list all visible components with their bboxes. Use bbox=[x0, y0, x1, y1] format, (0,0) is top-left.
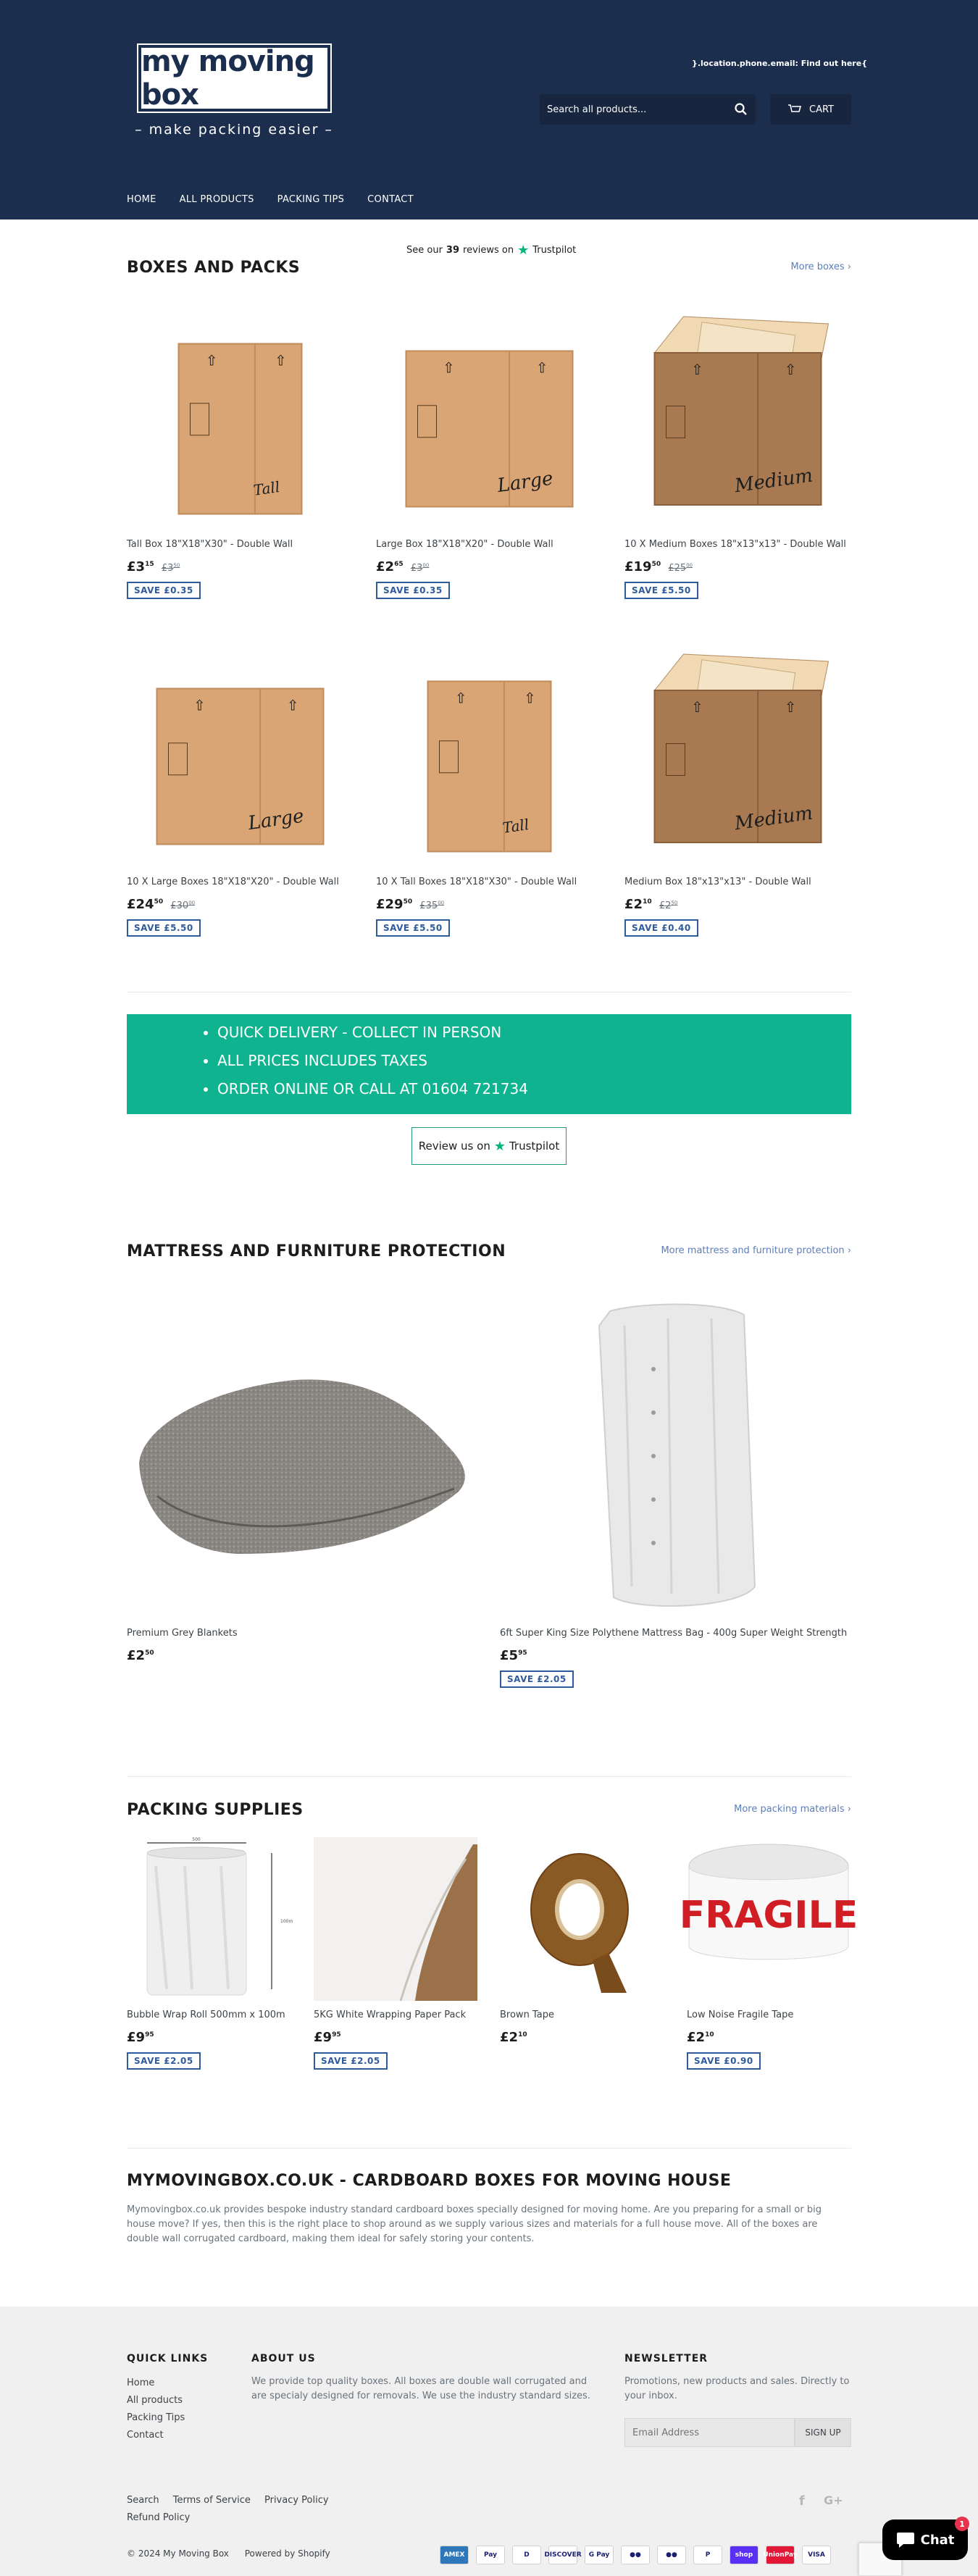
compare-at-price bbox=[659, 900, 677, 911]
svg-text:⇧: ⇧ bbox=[454, 689, 467, 707]
save-badge: SAVE £2.05 bbox=[314, 2052, 388, 2070]
product-card[interactable] bbox=[624, 651, 851, 937]
save-badge: SAVE £0.40 bbox=[624, 919, 698, 937]
product-price bbox=[127, 559, 354, 574]
product-price bbox=[127, 897, 354, 912]
save-badge: SAVE £5.50 bbox=[376, 919, 450, 937]
svg-text:⇧: ⇧ bbox=[784, 698, 797, 716]
compare-at-price bbox=[419, 900, 444, 911]
tp-brand: Trustpilot bbox=[532, 245, 577, 256]
search-input[interactable] bbox=[540, 104, 721, 115]
cardboard-box-image bbox=[624, 651, 851, 868]
product-card[interactable] bbox=[624, 313, 851, 599]
price-sup: 10 bbox=[518, 2031, 527, 2038]
mattress-bag-image bbox=[581, 1297, 769, 1615]
product-image[interactable] bbox=[127, 1837, 291, 2001]
price-sup: 65 bbox=[394, 560, 404, 568]
chat-unread-badge: 1 bbox=[955, 2517, 969, 2531]
svg-text:500: 500 bbox=[192, 1837, 201, 1842]
footer-quick-links bbox=[127, 2353, 235, 2444]
footer-link-packing-tips[interactable]: Packing Tips bbox=[127, 2412, 185, 2423]
product-title[interactable]: 10 X Large Boxes 18"X18"X20" - Double Wall bbox=[127, 877, 339, 887]
product-price bbox=[500, 1648, 850, 1663]
product-title[interactable]: Bubble Wrap Roll 500mm x 100m bbox=[127, 2010, 285, 2020]
payment-icon: DISCOVER bbox=[548, 2546, 577, 2564]
old-price-sup: 50 bbox=[173, 562, 180, 569]
box-size-label: Large bbox=[496, 467, 555, 498]
product-price bbox=[500, 2030, 664, 2045]
product-image[interactable] bbox=[376, 651, 603, 868]
product-title[interactable]: Tall Box 18"X18"X30" - Double Wall bbox=[127, 539, 293, 550]
svg-text:100m: 100m bbox=[280, 1919, 293, 1924]
box-size-label: Medium bbox=[733, 802, 814, 835]
price-main: £3 bbox=[127, 559, 146, 574]
review-text: Review us on bbox=[418, 1139, 490, 1153]
price-sup: 50 bbox=[403, 898, 413, 906]
cardboard-box-image bbox=[127, 651, 354, 868]
compare-at-price bbox=[170, 900, 195, 911]
cardboard-box-image bbox=[624, 313, 851, 530]
svg-text:⇧: ⇧ bbox=[691, 698, 703, 716]
product-title[interactable]: 5KG White Wrapping Paper Pack bbox=[314, 2010, 467, 2020]
product-price bbox=[376, 897, 603, 912]
google-plus-icon[interactable]: G+ bbox=[824, 2493, 843, 2507]
product-title[interactable]: Premium Grey Blankets bbox=[127, 1628, 238, 1639]
nav-home[interactable]: HOME bbox=[127, 194, 156, 205]
product-price bbox=[127, 2030, 291, 2045]
price-main: £9 bbox=[127, 2029, 146, 2045]
site-logo[interactable] bbox=[127, 45, 337, 143]
box-size-label: Large bbox=[246, 805, 306, 835]
tp-count: 39 bbox=[446, 245, 460, 256]
product-title[interactable]: 10 X Tall Boxes 18"X18"X30" - Double Wall bbox=[376, 877, 577, 887]
footer-about-text: We provide top quality boxes. All boxes are double wall corrugated and are specialy designed for removals. We use the industry standard sizes. bbox=[251, 2376, 590, 2401]
price-main: £2 bbox=[127, 1647, 146, 1663]
product-price bbox=[376, 559, 603, 574]
old-price-sup: 00 bbox=[422, 562, 430, 569]
price-main: £19 bbox=[624, 559, 652, 574]
more-boxes-link[interactable]: More boxes › bbox=[790, 262, 851, 272]
site-header bbox=[0, 0, 978, 219]
save-badge: SAVE £5.50 bbox=[127, 919, 201, 937]
product-price bbox=[624, 559, 851, 574]
price-main: £5 bbox=[500, 1647, 519, 1663]
section-title: PACKING SUPPLIES bbox=[127, 1801, 304, 1819]
footer-link-all-products[interactable]: All products bbox=[127, 2395, 183, 2406]
chat-button[interactable] bbox=[882, 2519, 968, 2560]
payment-icon: AMEX bbox=[440, 2546, 469, 2564]
about-title: MYMOVINGBOX.CO.UK - CARDBOARD BOXES FOR MOVING HOUSE bbox=[127, 2172, 732, 2190]
search-icon[interactable] bbox=[734, 102, 748, 117]
promo-item: • ORDER ONLINE OR CALL AT 01604 721734 bbox=[217, 1075, 851, 1103]
footer-about bbox=[251, 2353, 605, 2404]
divider bbox=[127, 2148, 851, 2149]
price-main: £29 bbox=[376, 896, 404, 912]
product-card[interactable] bbox=[679, 1837, 858, 2070]
svg-text:⇧: ⇧ bbox=[535, 359, 548, 377]
footer-heading: ABOUT US bbox=[251, 2353, 316, 2364]
save-badge: SAVE £0.35 bbox=[376, 582, 450, 599]
footer-policy-links bbox=[127, 2492, 417, 2527]
more-packing-link[interactable]: More packing materials › bbox=[734, 1804, 851, 1815]
product-image[interactable] bbox=[500, 1837, 664, 2001]
product-image[interactable] bbox=[500, 1293, 850, 1619]
save-badge: SAVE £0.35 bbox=[127, 582, 201, 599]
trustpilot-star-icon: ★ bbox=[493, 1138, 506, 1154]
review-us-button[interactable] bbox=[411, 1127, 567, 1165]
bubble-wrap-image bbox=[127, 1837, 291, 2001]
product-card[interactable] bbox=[376, 651, 603, 937]
old-price-sup: 50 bbox=[671, 900, 678, 906]
payment-icon: D bbox=[512, 2546, 541, 2564]
save-badge: SAVE £0.90 bbox=[687, 2052, 761, 2070]
payment-icon: VISA bbox=[802, 2546, 831, 2564]
sign-up-button[interactable]: SIGN UP bbox=[795, 2418, 851, 2447]
old-price-main: £25 bbox=[668, 562, 687, 574]
price-main: £2 bbox=[500, 2029, 519, 2045]
footer-copyright-row bbox=[127, 2548, 330, 2559]
old-price-main: £2 bbox=[659, 900, 672, 911]
payment-icon: ●● bbox=[657, 2546, 686, 2564]
product-title[interactable]: 6ft Super King Size Polythene Mattress Bag - 400g Super Weight Strength bbox=[500, 1628, 848, 1639]
product-card[interactable] bbox=[127, 1837, 291, 2070]
trustpilot-widget[interactable] bbox=[406, 243, 576, 258]
packing-section bbox=[127, 1801, 851, 1819]
svg-text:⇧: ⇧ bbox=[443, 359, 455, 377]
product-title[interactable]: 10 X Medium Boxes 18"x13"x13" - Double Wall bbox=[624, 539, 846, 550]
compare-at-price bbox=[668, 563, 693, 574]
payment-icon: P bbox=[693, 2546, 722, 2564]
price-main: £2 bbox=[687, 2029, 706, 2045]
footer-link-home[interactable]: Home bbox=[127, 2378, 155, 2388]
boxes-section bbox=[127, 259, 851, 277]
price-main: £9 bbox=[314, 2029, 333, 2045]
product-card[interactable] bbox=[376, 313, 603, 599]
payment-icon: ●● bbox=[621, 2546, 650, 2564]
product-image[interactable] bbox=[624, 313, 851, 530]
copyright: © 2024 My Moving Box bbox=[127, 2548, 229, 2559]
divider bbox=[127, 1776, 851, 1777]
site-footer bbox=[0, 2307, 978, 2576]
product-price bbox=[624, 897, 851, 912]
svg-text:⇧: ⇧ bbox=[286, 696, 299, 714]
old-price-sup: 00 bbox=[438, 900, 445, 906]
old-price-sup: 00 bbox=[686, 562, 693, 569]
footer-link-search[interactable]: Search bbox=[127, 2495, 159, 2506]
svg-text:⇧: ⇧ bbox=[784, 361, 797, 378]
price-sup: 50 bbox=[154, 898, 164, 906]
product-title[interactable]: Brown Tape bbox=[500, 2010, 554, 2020]
product-image[interactable] bbox=[376, 313, 603, 530]
save-badge: SAVE £2.05 bbox=[127, 2052, 201, 2070]
nav-all-products[interactable]: ALL PRODUCTS bbox=[179, 194, 254, 205]
svg-text:⇧: ⇧ bbox=[691, 361, 703, 378]
brown-tape-image bbox=[500, 1837, 664, 2001]
box-size-label: Tall bbox=[501, 815, 530, 837]
cardboard-box-image bbox=[376, 313, 603, 530]
nav-packing-tips[interactable]: PACKING TIPS bbox=[277, 194, 345, 205]
old-price-main: £35 bbox=[419, 900, 438, 911]
price-main: £2 bbox=[624, 896, 643, 912]
grey-blanket-image bbox=[128, 1337, 476, 1576]
product-price bbox=[687, 2030, 850, 2045]
cardboard-box-image bbox=[376, 651, 603, 868]
footer-link-terms[interactable]: Terms of Service bbox=[172, 2495, 251, 2506]
product-price bbox=[127, 1648, 477, 1663]
svg-text:⇧: ⇧ bbox=[193, 696, 206, 714]
product-card[interactable] bbox=[500, 1837, 664, 2045]
svg-text:⇧: ⇧ bbox=[205, 351, 218, 369]
search-form bbox=[540, 94, 756, 125]
powered-by[interactable]: Powered by Shopify bbox=[244, 2548, 330, 2559]
box-size-label: Medium bbox=[733, 464, 814, 498]
footer-heading: QUICK LINKS bbox=[127, 2353, 209, 2364]
logo-tagline: – make packing easier – bbox=[135, 122, 333, 138]
trustpilot-star-icon: ★ bbox=[517, 243, 530, 258]
section-title: BOXES AND PACKS bbox=[127, 259, 301, 277]
tp-suffix: reviews on bbox=[463, 245, 514, 256]
footer-link-privacy[interactable]: Privacy Policy bbox=[264, 2495, 329, 2506]
price-sup: 10 bbox=[705, 2031, 714, 2038]
product-title[interactable]: Medium Box 18"x13"x13" - Double Wall bbox=[624, 877, 811, 887]
product-image[interactable] bbox=[127, 313, 354, 530]
payment-icon: UnionPay bbox=[766, 2546, 795, 2564]
product-card[interactable] bbox=[127, 313, 354, 599]
fragile-tape-text: FRAGILE bbox=[679, 1894, 858, 1937]
facebook-icon[interactable]: f bbox=[799, 2493, 805, 2509]
product-title[interactable]: Low Noise Fragile Tape bbox=[687, 2010, 794, 2020]
promo-banner bbox=[127, 1014, 851, 1114]
product-title[interactable]: Large Box 18"X18"X20" - Double Wall bbox=[376, 539, 553, 550]
payment-icon: shop bbox=[730, 2546, 758, 2564]
promo-item: • ALL PRICES INCLUDES TAXES bbox=[217, 1047, 851, 1075]
product-card[interactable] bbox=[314, 1837, 477, 2070]
cart-label: CART bbox=[809, 104, 834, 115]
old-price-main: £3 bbox=[161, 562, 174, 574]
more-mattress-link[interactable]: More mattress and furniture protection › bbox=[661, 1245, 851, 1256]
product-card[interactable] bbox=[500, 1293, 850, 1688]
tp-prefix: See our bbox=[406, 245, 443, 256]
review-brand: Trustpilot bbox=[509, 1139, 560, 1153]
price-main: £24 bbox=[127, 896, 154, 912]
product-price bbox=[314, 2030, 477, 2045]
product-image[interactable] bbox=[127, 1293, 477, 1619]
save-badge: SAVE £2.05 bbox=[500, 1670, 574, 1688]
promo-item: • QUICK DELIVERY - COLLECT IN PERSON bbox=[217, 1019, 851, 1047]
price-sup: 95 bbox=[518, 1649, 527, 1657]
payment-icon: Pay bbox=[476, 2546, 505, 2564]
svg-text:⇧: ⇧ bbox=[524, 689, 536, 707]
price-sup: 95 bbox=[145, 2031, 154, 2038]
main-nav bbox=[127, 194, 437, 205]
logo-wordmark: my moving box bbox=[138, 45, 330, 112]
cart-button[interactable] bbox=[770, 94, 851, 125]
newsletter-form bbox=[624, 2418, 851, 2447]
price-sup: 50 bbox=[651, 560, 661, 568]
chat-bubble-icon bbox=[896, 2531, 915, 2548]
product-image[interactable] bbox=[679, 1837, 858, 2001]
footer-newsletter bbox=[624, 2353, 851, 2404]
price-sup: 95 bbox=[332, 2031, 341, 2038]
chat-label: Chat bbox=[920, 2532, 955, 2548]
about-text: Mymovingbox.co.uk provides bespoke industry standard cardboard boxes specially designed for moving home. Are you preparing for a small or big house move? If yes, then this is the right place to shop around as we supply various sizes and materials for a full house move. All of the boxes are double wall corrugated cardboard, making them ideal for safely storing your contents. bbox=[127, 2204, 822, 2244]
fragile-tape-image bbox=[679, 1837, 858, 2001]
section-title: MATTRESS AND FURNITURE PROTECTION bbox=[127, 1242, 506, 1260]
compare-at-price bbox=[411, 563, 429, 574]
svg-text:⇧: ⇧ bbox=[275, 351, 287, 369]
product-image[interactable] bbox=[314, 1837, 477, 2001]
footer-heading: NEWSLETTER bbox=[624, 2353, 709, 2364]
cart-icon bbox=[787, 104, 802, 115]
footer-link-contact[interactable]: Contact bbox=[127, 2430, 164, 2441]
product-image[interactable] bbox=[624, 651, 851, 868]
wrapping-paper-image bbox=[314, 1837, 477, 2001]
product-card[interactable] bbox=[127, 1293, 477, 1663]
header-contact-note[interactable]: }.location.phone.email: Find out here{ bbox=[692, 59, 868, 68]
old-price-main: £30 bbox=[170, 900, 189, 911]
product-image[interactable] bbox=[127, 651, 354, 868]
compare-at-price bbox=[162, 563, 180, 574]
price-sup: 10 bbox=[643, 898, 652, 906]
old-price-sup: 00 bbox=[188, 900, 196, 906]
payment-icon: G Pay bbox=[585, 2546, 614, 2564]
product-card[interactable] bbox=[127, 651, 354, 937]
price-main: £2 bbox=[376, 559, 395, 574]
footer-link-refund[interactable]: Refund Policy bbox=[127, 2512, 191, 2523]
newsletter-text: Promotions, new products and sales. Directly to your inbox. bbox=[624, 2376, 850, 2401]
old-price-main: £3 bbox=[410, 562, 423, 574]
cardboard-box-image bbox=[127, 313, 354, 530]
price-sup: 50 bbox=[145, 1649, 154, 1657]
nav-contact[interactable]: CONTACT bbox=[367, 194, 414, 205]
box-size-label: Tall bbox=[252, 477, 281, 499]
about-section bbox=[127, 2172, 851, 2246]
save-badge: SAVE £5.50 bbox=[624, 582, 698, 599]
price-sup: 15 bbox=[145, 560, 154, 568]
mattress-section bbox=[127, 1242, 851, 1260]
email-field[interactable] bbox=[624, 2418, 795, 2447]
